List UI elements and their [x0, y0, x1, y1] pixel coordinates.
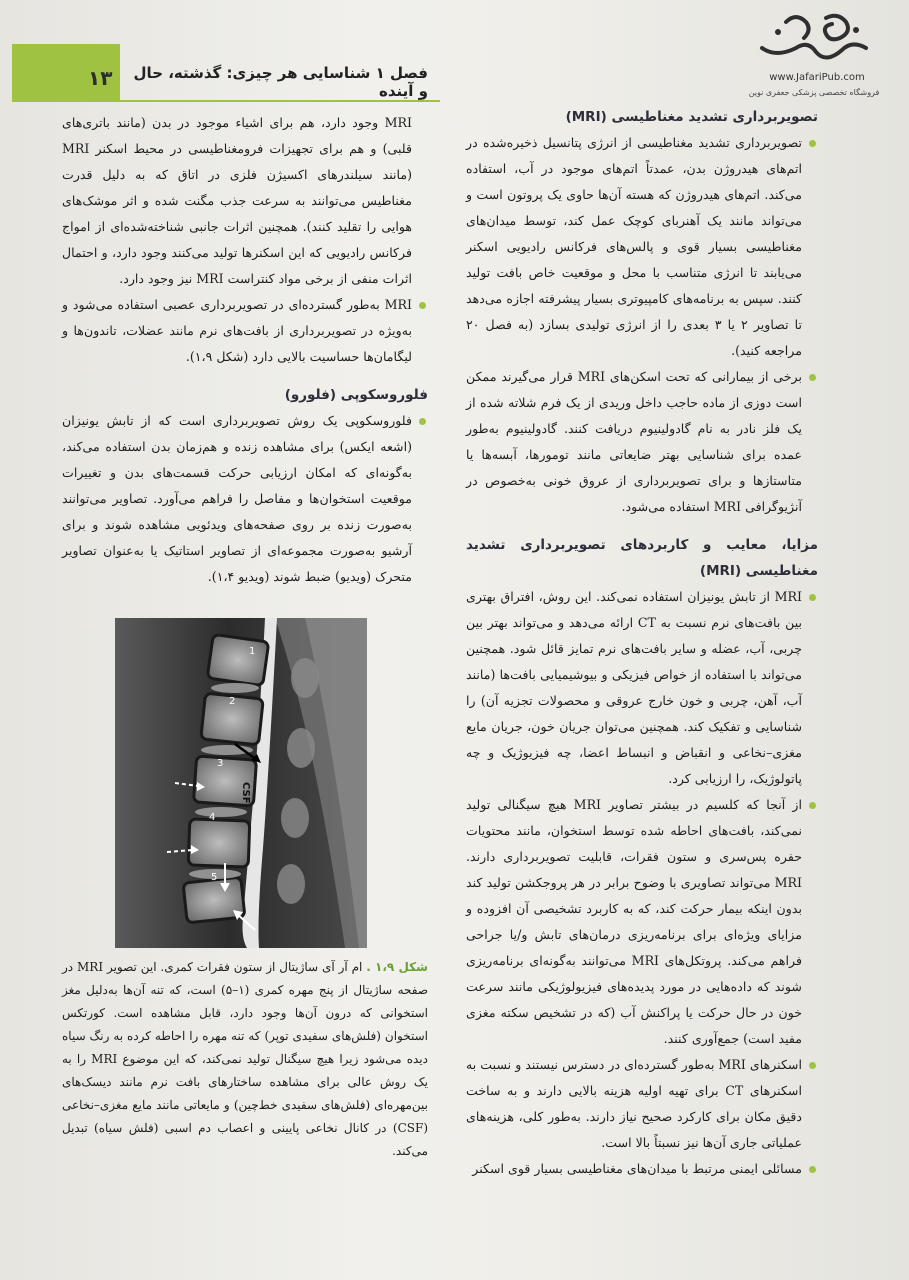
vertebra-label-4: 4 — [209, 812, 216, 823]
left-column — [62, 110, 428, 590]
publisher-logo-icon — [756, 8, 872, 70]
mri-bullet-2: برخی از بیمارانی که تحت اسکن‌های MRI قرار می‌گیرند ممکن است دوزی از ماده حاجب داخل وریدی از یک فرم شلاته شده از یک فلز نادر به نام گادولینیوم دریافت کنند. گادولینیوم به‌طور عمده برای شناسایی بهتر ضایعاتی مانند تومورها، آبسه‌ها یا متاستازها و برای تصویربرداری از عروق خونی به‌خصوص در آنژیوگرافی MRI استفاده می‌شود. — [466, 364, 818, 520]
mri-section-heading: تصویربرداری تشدید مغناطیسی (MRI) — [565, 109, 818, 125]
advantages-bullet-4: مسائلی ایمنی مرتبط با میدان‌های مغناطیسی بسیار قوی اسکنر — [466, 1156, 818, 1182]
chapter-title: فصل ۱ شناسایی هر چیزی: گذشته، حال و آینده — [133, 64, 428, 100]
publisher-tagline: فروشگاه تخصصی پزشکی جعفری نوین — [748, 88, 880, 97]
fluoroscopy-heading: فلوروسکوپی (فلورو) — [284, 387, 428, 403]
vertebra-label-3: 3 — [217, 758, 224, 769]
vertebra-label-2: 2 — [229, 696, 236, 707]
figure-caption-text: ام آر آی ساژیتال از ستون فقرات کمری. این تصویر MRI در صفحه ساژیتال از پنج مهره کمری (۱–۵) است، که تنه آن‌ها به‌دلیل مغز استخوانی که درون آن‌ها وجود دارد، قابل مشاهده است. کورتکس استخوان (فلش‌های سفیدی توپر) که تنه مهره را احاطه کرده به رنگ سیاه دیده می‌شود زیرا هیچ سیگنال تولید نمی‌کند، که این موضوع MRI را به یک روش عالی برای مشاهده ساختارهای بافت نرم مانند دیسک‌های بین‌مهره‌ای (فلش‌های سفیدی خط‌چین) و مایعاتی مانند مایع مغزی–نخاعی (CSF) در کانال نخاعی پایینی و اعصاب دم اسبی (فلش سیاه) تبدیل می‌کند. — [62, 960, 429, 1158]
csf-label: CSF — [240, 782, 251, 804]
fluoroscopy-bullet: فلوروسکوپی یک روش تصویربرداری است که از تابش یونیزان (اشعه ایکس) برای مشاهده زنده و هم‌زمان بدن استفاده می‌کند، به‌گونه‌ای که امکان ارزیابی حرکت قسمت‌های بدن و تغییرات موقعیت استخوان‌ها و مفاصل را فراهم می‌آورد. تصاویر می‌توانند به‌صورت زنده بر روی صفحه‌های ویدئویی مشاهده شوند و برای آرشیو به‌صورت مجموعه‌ای از تصاویر استاتیک یا به‌عنوان تصاویر متحرک (ویدیو) ضبط شوند (ویدیو ۱،۴). — [62, 408, 428, 590]
publisher-logo — [744, 8, 884, 108]
figure-caption-label: شکل ۱،۹ . — [366, 960, 428, 974]
vertebra-label-5: 5 — [211, 872, 218, 883]
vertebra-label-1: 1 — [249, 646, 256, 657]
mri-figure — [115, 618, 367, 948]
lumbar-spine-mri-image — [115, 618, 367, 948]
publisher-url: www.JafariPub.com — [769, 72, 865, 83]
neuro-imaging-bullet: MRI به‌طور گسترده‌ای در تصویربرداری عصبی استفاده می‌شود و به‌ویژه در تصویربرداری از بافت‌های نرم مانند عضلات، تاندون‌ها و لیگامان‌ها حساسیت بالایی دارد (شکل ۱،۹). — [62, 292, 428, 370]
advantages-bullet-2: از آنجا که کلسیم در بیشتر تصاویر MRI هیچ سیگنالی تولید نمی‌کند، بافت‌های احاطه شده توسط استخوان، مانند محتویات حفره پس‌سری و ستون فقرات، قابلیت تصویربرداری دارند. MRI می‌تواند تصاویری با وضوح برابر در هر پروجکشن تولید کند بدون اینکه بیمار حرکت کند، که به کاربرد تشخیصی آن افزوده و مزایای ویژه‌ای برای برنامه‌ریزی درمان‌های تابش و/یا جراحی فراهم می‌کند. پروتکل‌های MRI می‌توانند به‌گونه‌ای برنامه‌ریزی شوند که داده‌هایی در مورد پدیده‌های فیزیولوژیکی مانند سرعت خون در حال حرکت یا پراکنش آب (که در تشخیص سکته مغزی مفید است) جمع‌آوری کنند. — [466, 792, 818, 1052]
mri-advantages-heading: مزایا، معایب و کاربردهای تصویربرداری تشدید مغناطیسی (MRI) — [466, 537, 818, 579]
advantages-bullet-3: اسکنرهای MRI به‌طور گسترده‌ای در دسترس نیستند و نسبت به اسکنرهای CT برای تهیه اولیه هزینه بالایی دارند و به ساخت دقیق مکان برای کارکرد صحیح نیاز دارند. به‌طور کلی، هزینه‌های عملیاتی جاری آن‌ها نیز نسبتاً بالا است. — [466, 1052, 818, 1156]
page-number: ۱۳ — [88, 66, 113, 90]
header-rule — [120, 100, 440, 102]
mri-bullet-1: تصویربرداری تشدید مغناطیسی از انرژی پتانسیل ذخیره‌شده در اتم‌های هیدروژن بدن، عمدتاً اتم‌های موجود در آب، استفاده می‌کند. اتم‌های هیدروژن که هسته آن‌ها حاوی یک پروتون است و می‌تواند مانند یک آهنربای کوچک عمل کند، توسط میدان‌های مغناطیسی بسیار قوی و پالس‌های فرکانس رادیویی اسکنر می‌یابند تا انرژی متناسب با محل و موقعیت خاص بافت تولید کنند. سپس به برنامه‌های کامپیوتری بسیار پیشرفته اجازه می‌دهد تا تصاویر ۲ یا ۳ بعدی را از انرژی تولیدی بسازد (به فصل ۲۰ مراجعه کنید). — [466, 130, 818, 364]
advantages-bullet-1: MRI از تابش یونیزان استفاده نمی‌کند. این روش، افتراق بهتری بین بافت‌های نرم نسبت به CT ارائه می‌دهد و می‌تواند بهتر بین چربی، آب، عضله و سایر بافت‌های نرم تمایز قائل شود. همچنین می‌تواند با استفاده از خواص فیزیکی و بیوشیمیایی بافت‌ها (مانند آب، آهن، چربی و خون خارج عروقی و محصولات تجزیه آن) را شناسایی و تفکیک کند. همچنین می‌توان جریان خون، جریان مایع مغزی–نخاعی و انقباض و انبساط اعضا، چه فیزیوژیک و چه پاتولوژیک، را ارزیابی کرد. — [466, 584, 818, 792]
safety-continuation: MRI وجود دارد، هم برای اشیاء موجود در بدن (مانند باتری‌های قلبی) و هم برای تجهیزات فرومغناطیسی در محیط اسکنر MRI (مانند سیلندرهای اکسیژن فلزی در اتاق که به دلیل قدرت مغناطیس می‌توانند به سرعت جذب مگنت شده و اثر موشک‌های هوایی را تقلید کنند). همچنین اثرات جانبی شناخته‌شده‌ای از امواج فرکانس رادیویی که این اسکنرها تولید می‌کنند وجود دارد، و احتمال اثرات منفی از برخی مواد کنتراست MRI نیز وجود دارد. — [62, 115, 412, 286]
figure-caption — [62, 956, 428, 1163]
right-column — [466, 104, 818, 1182]
